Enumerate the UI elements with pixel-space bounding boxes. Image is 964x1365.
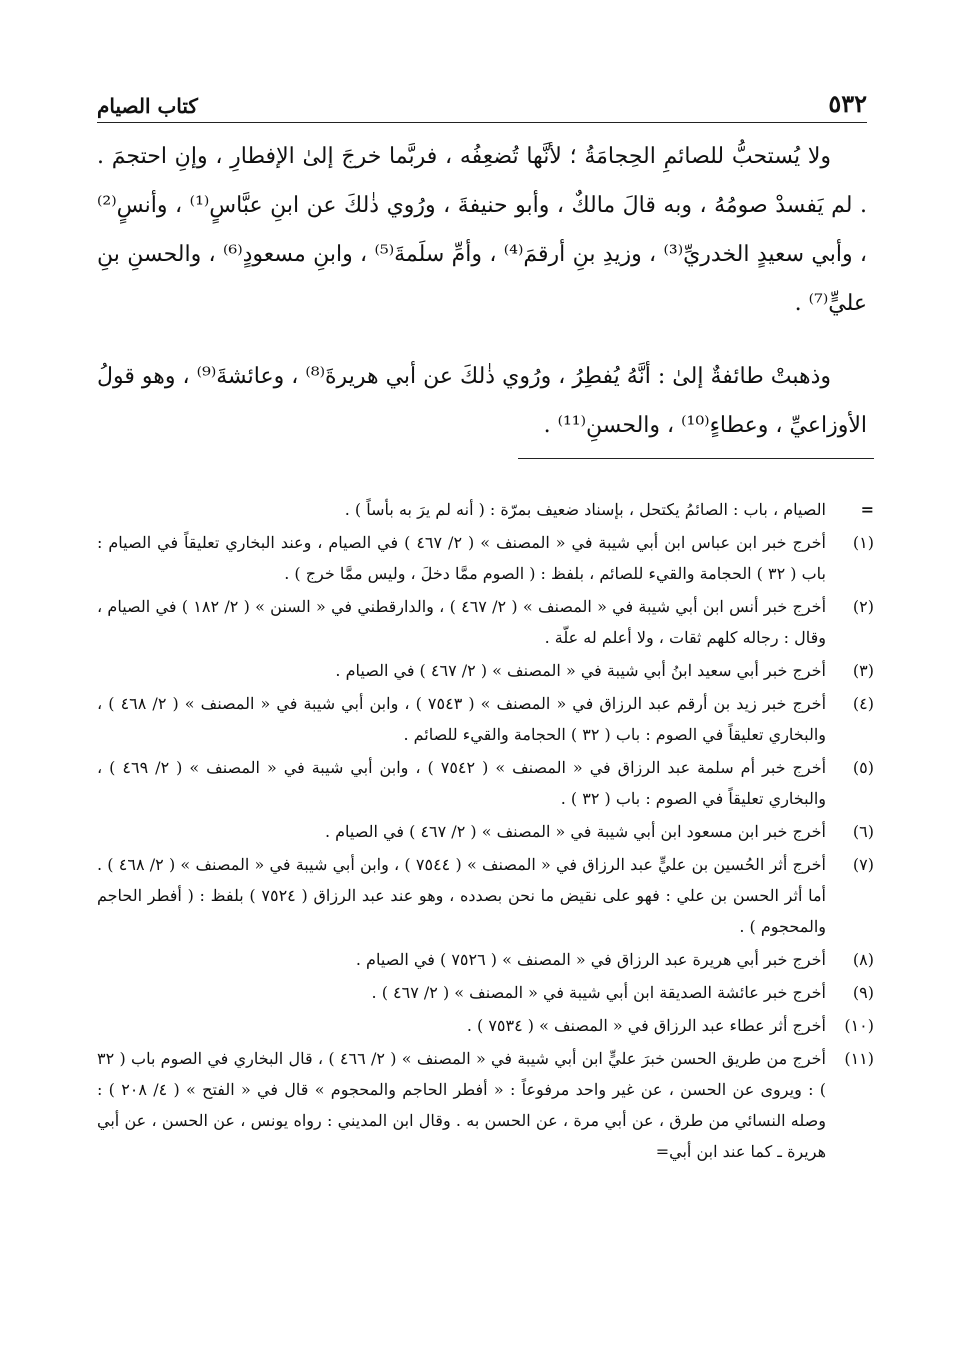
footnote-text: أخرج خبر أم سلمة عبد الرزاق في « المصنف » ( ٧٥٤٢ ) ، وابن أبي شيبة في « المصنف » ( ٢/ ٤٦٩ ) ، والبخاري تعليقاً في الصوم : باب ( ٣٢ ) . [97, 758, 827, 808]
footnotes [97, 494, 874, 1169]
paragraph-1: ولا يُستحبُّ للصائمِ الحِجامَةُ ؛ لأنَّها تُضعِفُه ، فربَّما خرجَ إلىٰ الإفطارِ ، وإنِ احتجمَ . . لم يَفسدْ صومُهُ ، وبه قالَ مالكٌ ، وأبو حنيفةَ ، ورُوي ذٰلكَ عن ابنِ عبَّاسٍ⁽¹⁾ ، وأنسٍ⁽²⁾ ، وأبي سعيدٍ الخدريِّ⁽³⁾ ، وزيدِ بنِ أرقمَ⁽⁴⁾ ، وأمِّ سلَمةَ⁽⁵⁾ ، وابنِ مسعودٍ⁽⁶⁾ ، والحسنِ بنِ عليٍّ⁽⁷⁾ . [97, 144, 867, 316]
footnote-number: (٥) [852, 758, 874, 777]
page-header [97, 84, 867, 123]
footnote-number: (١٠) [844, 1016, 874, 1035]
footnote-number: (٨) [852, 950, 874, 969]
footnote-7 [97, 849, 874, 942]
footnote-6 [97, 816, 874, 847]
footnote-number: (٧) [852, 855, 874, 874]
footnote-text: أخرج خبر أنس ابن أبي شيبة في « المصنف » ( ٢/ ٤٦٧ ) ، والدارقطني في « السنن » ( ٢/ ١٨٢ ) في الصيام ، وقال : رجاله كلهم ثقات ، ولا أعلم له علّة . [97, 597, 827, 647]
footnote-text: الصيام ، باب : الصائمُ يكتحل ، بإسناد ضعيف بمرّة : ( أنه لم يرَ به بأساً ) . [344, 500, 826, 519]
footnote-number: (١١) [844, 1049, 874, 1068]
paragraph-2: وذهبتْ طائفةٌ إلىٰ : أنَّهُ يُفطِرُ ، ورُوي ذٰلكَ عن أبي هريرةَ⁽⁸⁾ ، وعائشةَ⁽⁹⁾ ، وهو قولُ الأوزاعيِّ ، وعطاءٍ⁽¹⁰⁾ ، والحسنِ⁽¹¹⁾ . [97, 364, 867, 438]
footnote-text: أخرج خبر أبي سعيد ابنُ أبي شيبة في « المصنف » ( ٢/ ٤٦٧ ) في الصيام . [335, 661, 826, 680]
footnote-number: (٢) [852, 597, 874, 616]
main-text [97, 132, 867, 474]
footnote-number: (١) [852, 533, 874, 552]
footnote-text: أخرج خبر ابن عباس ابن أبي شيبة في « المصنف » ( ٢/ ٤٦٧ ) في الصيام ، وعند البخاري تعليقاً في الصيام : باب ( ٣٢ ) الحجامة والقيء للصائم ، بلفظ : ( الصوم ممَّا دخلَ ، وليس ممَّا خرج ) . [97, 533, 827, 583]
footnote-number: (٦) [852, 822, 874, 841]
footnote-9 [97, 977, 874, 1008]
footnote-10 [97, 1010, 874, 1041]
footnote-text: أخرج من طريق الحسن خبرَ عليٍّ ابن أبي شيبة في « المصنف » ( ٢/ ٤٦٦ ) ، قال البخاري في الصوم باب ( ٣٢ ) : ويروى عن الحسن ، عن غير واحد مرفوعاً : « أفطر الحاجم والمحجوم » قال في « الفتح » ( ٤/ ٢٠٨ ) : وصله النسائي من طرق ، عن أبي مرة ، عن الحسن به . وقال ابن المديني : رواه يونس ، عن الحسن ، عن أبي هريرة ـ كما عند ابن أبي= [97, 1049, 826, 1161]
footnote-3 [97, 655, 874, 686]
footnote-8 [97, 944, 874, 975]
footnote-2 [97, 591, 874, 653]
footnote-text: أخرج خبر أبي هريرة عبد الرزاق في « المصنف » ( ٧٥٢٦ ) في الصيام . [355, 950, 826, 969]
page-number: ٥٣٢ [828, 89, 867, 118]
footnote-continuation [97, 494, 874, 525]
footnote-5 [97, 752, 874, 814]
footnote-11 [97, 1043, 874, 1167]
footnote-separator [518, 458, 874, 459]
footnote-text: أخرج خبر ابن مسعود ابن أبي شيبة في « المصنف » ( ٢/ ٤٦٧ ) في الصيام . [324, 822, 826, 841]
footnote-number: (٩) [852, 983, 874, 1002]
footnote-number: (٤) [852, 694, 874, 713]
continuation-mark: = [860, 500, 874, 519]
footnote-1 [97, 527, 874, 589]
footnote-4 [97, 688, 874, 750]
footnote-text: أخرج خبر زيد بن أرقم عبد الرزاق في « المصنف » ( ٧٥٤٣ ) ، وابن أبي شيبة في « المصنف » ( ٢/ ٤٦٨ ) ، والبخاري تعليقاً في الصوم : باب ( ٣٢ ) الحجامة والقيء للصائم . [97, 694, 827, 744]
footnote-number: (٣) [852, 661, 874, 680]
footnote-text: أخرج أثر الحُسين بن عليٍّ عبد الرزاق في « المصنف » ( ٧٥٤٤ ) ، وابن أبي شيبة في « المصنف » ( ٢/ ٤٦٨ ) . أما أثر الحسن بن علي : فهو على نقيض ما نحن بصدده ، وهو عند عبد الرزاق ( ٧٥٢٤ ) بلفظ : ( أفطر الحاجم والمحجوم ) . [97, 855, 827, 936]
footnote-text: أخرج خبر عائشة الصديقة ابن أبي شيبة في « المصنف » ( ٢/ ٤٦٧ ) . [371, 983, 826, 1002]
footnote-text: أخرج أثر عطاء عبد الرزاق في « المصنف » ( ٧٥٣٤ ) . [466, 1016, 826, 1035]
running-title: كتاب الصيام [97, 94, 198, 118]
